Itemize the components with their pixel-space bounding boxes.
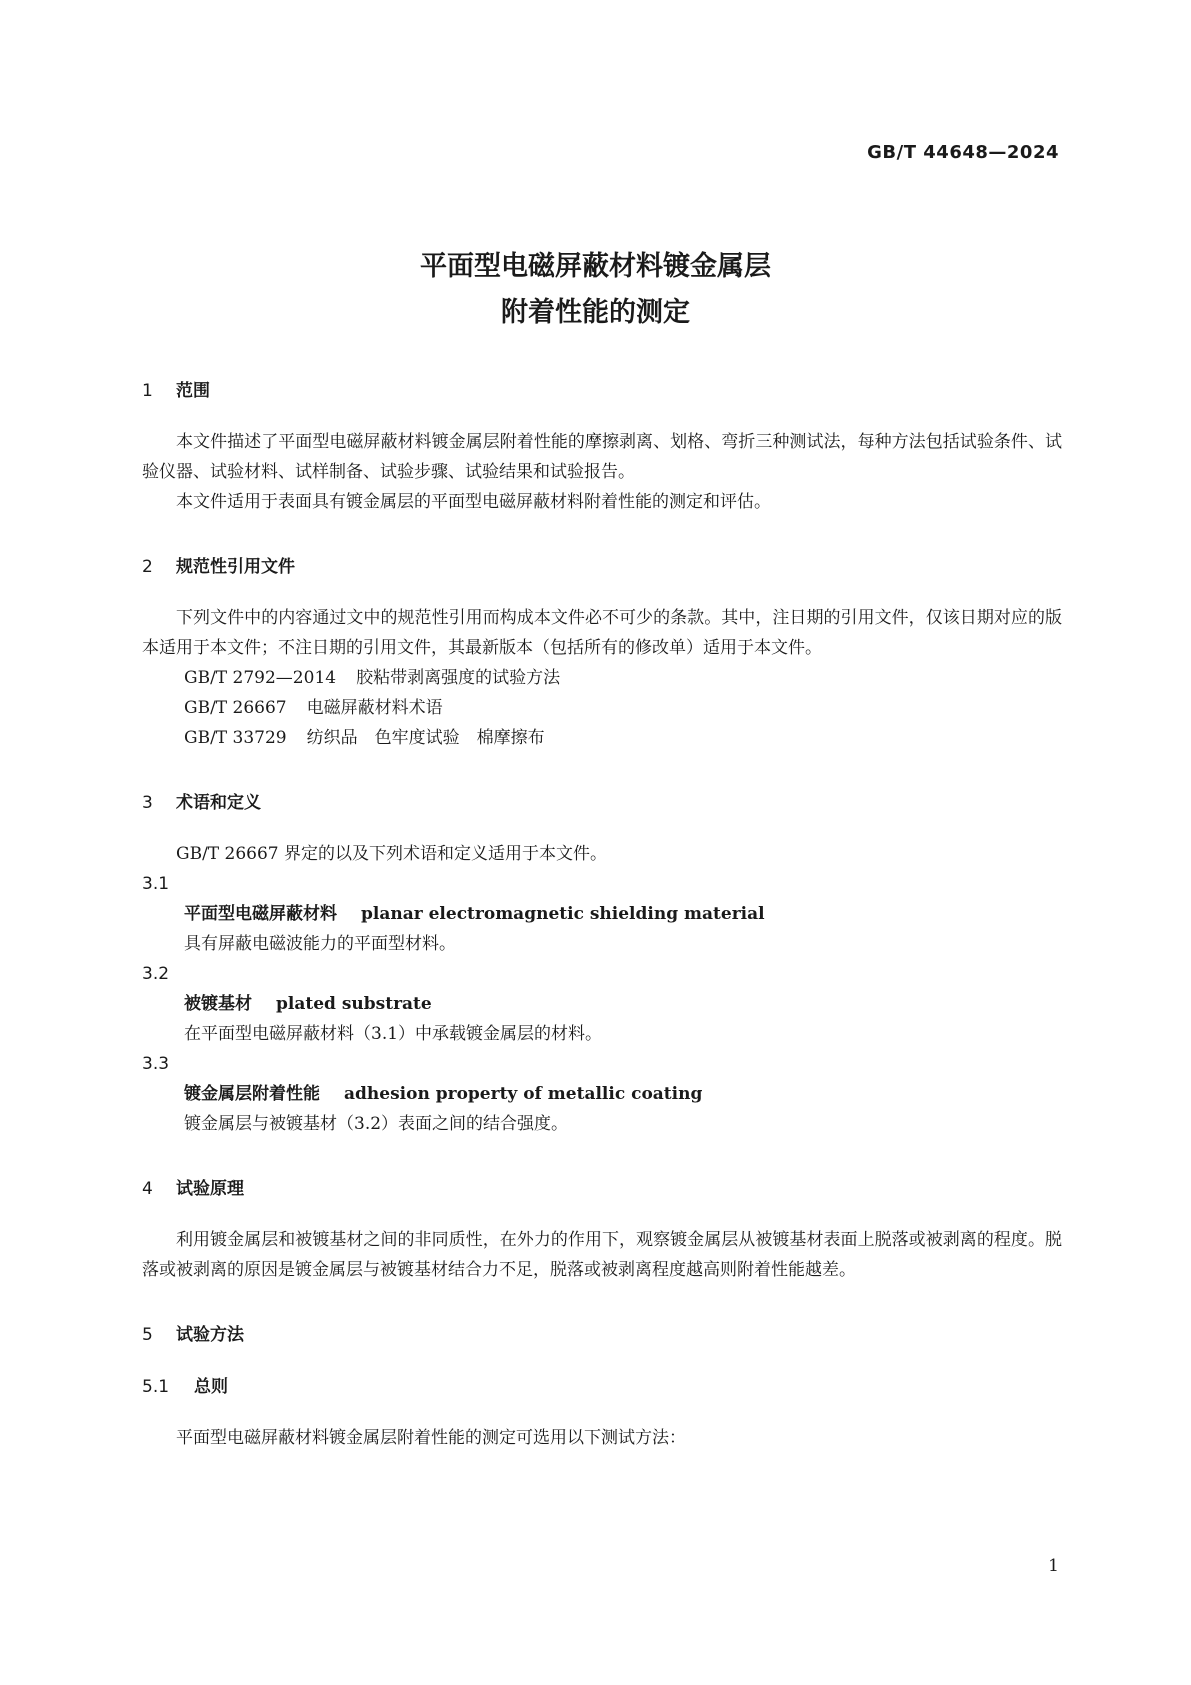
term-zh: 镀金属层附着性能 bbox=[184, 1084, 320, 1104]
term-definition: 镀金属层与被镀基材（3.2）表面之间的结合强度。 bbox=[184, 1114, 569, 1134]
term-en: plated substrate bbox=[276, 994, 432, 1014]
section-title: 术语和定义 bbox=[176, 793, 261, 813]
paragraph: 本文件描述了平面型电磁屏蔽材料镀金属层附着性能的摩擦剥离、划格、弯折三种测试法，每种方法包括试验条件、试验仪器、试验材料、试样制备、试验步骤、试验结果和试验报告。 bbox=[142, 432, 1062, 482]
section-title: 试验原理 bbox=[176, 1179, 244, 1199]
reference-name: 胶粘带剥离强度的试验方法 bbox=[356, 668, 561, 688]
term-number: 3.3 bbox=[142, 1054, 170, 1074]
title-line-1: 平面型电磁屏蔽材料镀金属层 bbox=[420, 251, 771, 282]
section-number: 3 bbox=[142, 793, 153, 813]
paragraph: GB/T 26667 界定的以及下列术语和定义适用于本文件。 bbox=[176, 844, 608, 864]
reference-code: GB/T 26667 bbox=[184, 698, 287, 718]
reference-item bbox=[142, 723, 1062, 753]
section-heading-terms bbox=[142, 787, 1062, 819]
section-number: 2 bbox=[142, 557, 153, 577]
section-title: 范围 bbox=[176, 381, 210, 401]
page-number: 1 bbox=[1048, 1556, 1059, 1576]
term-en: adhesion property of metallic coating bbox=[344, 1084, 703, 1104]
reference-name: 电磁屏蔽材料术语 bbox=[306, 698, 443, 718]
term-zh: 平面型电磁屏蔽材料 bbox=[184, 904, 337, 924]
term-en: planar electromagnetic shielding material bbox=[361, 904, 765, 924]
section-heading-principle bbox=[142, 1173, 1062, 1205]
document-body bbox=[142, 375, 1062, 1453]
section-title: 试验方法 bbox=[176, 1325, 244, 1345]
section-heading-scope bbox=[142, 375, 1062, 407]
standard-number: GB/T 44648—2024 bbox=[867, 142, 1059, 163]
reference-item bbox=[142, 693, 1062, 723]
section-title: 规范性引用文件 bbox=[176, 557, 295, 577]
paragraph: 利用镀金属层和被镀基材之间的非同质性，在外力的作用下，观察镀金属层从被镀基材表面上脱落或被剥离的程度。脱落或被剥离的原因是镀金属层与被镀基材结合力不足，脱落或被剥离程度越高则附着性能越差。 bbox=[142, 1230, 1062, 1280]
section-heading-normative-references bbox=[142, 551, 1062, 583]
section-number: 4 bbox=[142, 1179, 153, 1199]
term-number: 3.1 bbox=[142, 874, 170, 894]
reference-item bbox=[142, 663, 1062, 693]
term-entry bbox=[142, 1079, 1062, 1109]
subsection-number: 5.1 bbox=[142, 1377, 170, 1397]
title-line-2: 附着性能的测定 bbox=[501, 297, 690, 328]
term-entry bbox=[142, 899, 1062, 929]
reference-code: GB/T 2792—2014 bbox=[184, 668, 337, 688]
paragraph: 下列文件中的内容通过文中的规范性引用而构成本文件必不可少的条款。其中，注日期的引用文件，仅该日期对应的版本适用于本文件；不注日期的引用文件，其最新版本（包括所有的修改单）适用于本文件。 bbox=[142, 608, 1062, 658]
section-heading-test-methods bbox=[142, 1319, 1062, 1351]
section-number: 5 bbox=[142, 1325, 153, 1345]
reference-name: 纺织品 色牢度试验 棉摩擦布 bbox=[306, 728, 545, 748]
reference-code: GB/T 33729 bbox=[184, 728, 287, 748]
term-definition: 在平面型电磁屏蔽材料（3.1）中承载镀金属层的材料。 bbox=[184, 1024, 603, 1044]
term-definition: 具有屏蔽电磁波能力的平面型材料。 bbox=[184, 934, 456, 954]
term-number: 3.2 bbox=[142, 964, 170, 984]
paragraph: 平面型电磁屏蔽材料镀金属层附着性能的测定可选用以下测试方法： bbox=[176, 1428, 686, 1448]
paragraph: 本文件适用于表面具有镀金属层的平面型电磁屏蔽材料附着性能的测定和评估。 bbox=[176, 492, 771, 512]
section-number: 1 bbox=[142, 381, 153, 401]
term-entry bbox=[142, 989, 1062, 1019]
document-title bbox=[0, 244, 1191, 336]
subsection-heading-general bbox=[142, 1371, 1062, 1403]
term-zh: 被镀基材 bbox=[184, 994, 252, 1014]
subsection-title: 总则 bbox=[194, 1377, 228, 1397]
